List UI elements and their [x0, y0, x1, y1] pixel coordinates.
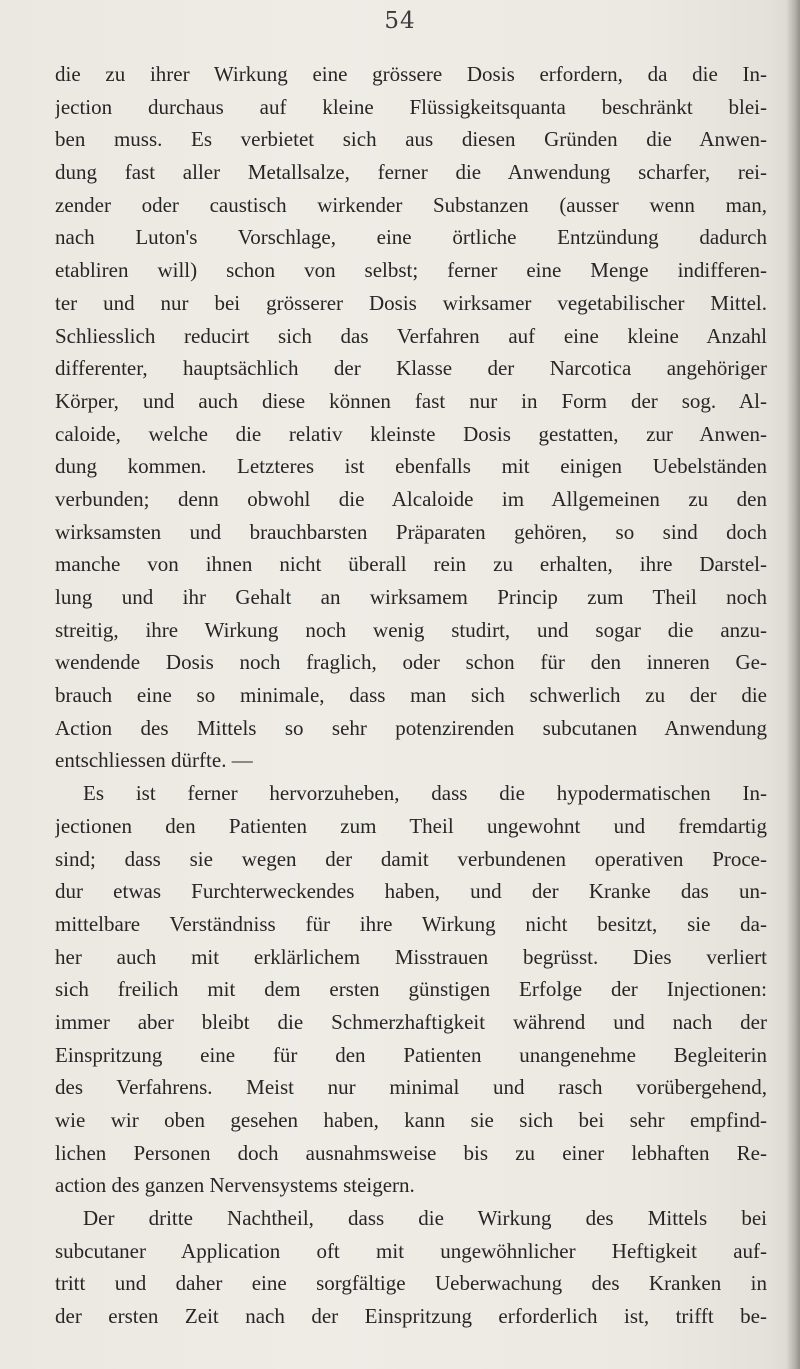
text-line: sind; dass sie wegen der damit verbundenen operativen Proce-: [55, 846, 767, 871]
text-line: brauch eine so minimale, dass man sich schwerlich zu der die: [55, 683, 767, 708]
text-line: differenter, hauptsächlich der Klasse der Narcotica angehöriger: [55, 356, 767, 381]
text-line: entschliessen dürfte. —: [55, 748, 253, 773]
text-line: action des ganzen Nervensystems steigern.: [55, 1173, 415, 1198]
text-line: manche von ihnen nicht überall rein zu erhalten, ihre Darstel-: [55, 552, 767, 577]
text-line: Es ist ferner hervorzuheben, dass die hypodermatischen In-: [83, 781, 767, 806]
text-line: der ersten Zeit nach der Einspritzung erforderlich ist, trifft be-: [55, 1304, 767, 1329]
text-line: Der dritte Nachtheil, dass die Wirkung des Mittels bei: [83, 1206, 767, 1231]
text-line: lichen Personen doch ausnahmsweise bis zu einer lebhaften Re-: [55, 1140, 767, 1165]
text-line: verbunden; denn obwohl die Alcaloide im Allgemeinen zu den: [55, 486, 767, 511]
text-line: wie wir oben gesehen haben, kann sie sich bei sehr empfind-: [55, 1108, 767, 1132]
text-line: jection durchaus auf kleine Flüssigkeitsquanta beschränkt blei-: [55, 94, 767, 119]
text-line: streitig, ihre Wirkung noch wenig studirt, und sogar die anzu-: [55, 617, 767, 642]
text-line: immer aber bleibt die Schmerzhaftigkeit während und nach der: [55, 1009, 767, 1034]
text-line: Körper, und auch diese können fast nur in Form der sog. Al-: [55, 388, 767, 413]
text-line: caloide, welche die relativ kleinste Dosis gestatten, zur Anwen-: [55, 421, 767, 446]
page-number: 54: [384, 8, 416, 34]
text-line: dur etwas Furchterweckendes haben, und der Kranke das un-: [55, 879, 767, 904]
text-line: dung fast aller Metallsalze, ferner die Anwendung scharfer, rei-: [55, 160, 767, 185]
text-line: lung und ihr Gehalt an wirksamem Princip zum Theil noch: [55, 585, 767, 609]
text-line: her auch mit erklärlichem Misstrauen begrüsst. Dies verliert: [55, 944, 767, 969]
text-line: nach Luton's Vorschlage, eine örtliche Entzündung dadurch: [55, 225, 767, 250]
text-line: tritt und daher eine sorgfältige Ueberwachung des Kranken in: [55, 1271, 767, 1296]
text-line: dung kommen. Letzteres ist ebenfalls mit einigen Uebelständen: [55, 454, 767, 479]
text-line: zender oder caustisch wirkender Substanzen (ausser wenn man,: [55, 192, 767, 217]
text-line: sich freilich mit dem ersten günstigen Erfolge der Injectionen:: [55, 977, 767, 1002]
text-line: Schliesslich reducirt sich das Verfahren auf eine kleine Anzahl: [55, 323, 767, 348]
text-line: wirksamsten und brauchbarsten Präparaten gehören, so sind doch: [55, 519, 767, 544]
text-line: die zu ihrer Wirkung eine grössere Dosis erfordern, da die In-: [55, 62, 767, 86]
text-line: subcutaner Application oft mit ungewöhnlicher Heftigkeit auf-: [55, 1238, 767, 1263]
text-line: mittelbare Verständniss für ihre Wirkung nicht besitzt, sie da-: [55, 911, 767, 936]
body-text: [55, 58, 767, 1333]
text-line: des Verfahrens. Meist nur minimal und rasch vorübergehend,: [55, 1075, 767, 1100]
text-line: wendende Dosis noch fraglich, oder schon für den inneren Ge-: [55, 650, 767, 675]
text-line: etabliren will) schon von selbst; ferner eine Menge indifferen-: [55, 258, 767, 283]
text-line: jectionen den Patienten zum Theil ungewohnt und fremdartig: [55, 813, 767, 838]
text-line: Einspritzung eine für den Patienten unangenehme Begleiterin: [55, 1042, 767, 1067]
text-line: ter und nur bei grösserer Dosis wirksamer vegetabilischer Mittel.: [55, 290, 767, 315]
page-edge-shadow: [786, 0, 800, 1369]
text-line: ben muss. Es verbietet sich aus diesen Gründen die Anwen-: [55, 127, 767, 152]
text-line: Action des Mittels so sehr potenzirenden subcutanen Anwendung: [55, 715, 767, 740]
